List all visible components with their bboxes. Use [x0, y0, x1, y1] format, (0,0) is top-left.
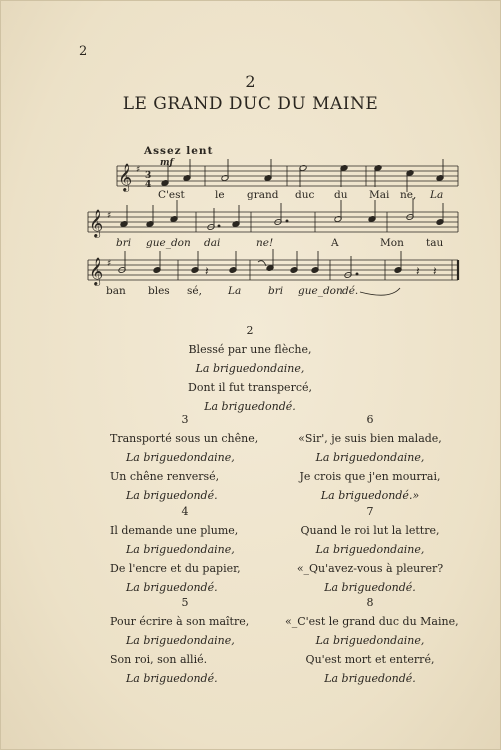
lyric-syllable: C'est [158, 189, 185, 201]
svg-text:𝄽: 𝄽 [416, 264, 420, 278]
stanza-line: De l'encre et du papier, [110, 562, 241, 575]
lyric-syllable: La [430, 189, 444, 201]
tempo-marking: Assez lent [144, 145, 214, 157]
stanza-number: 6 [366, 413, 374, 426]
lyric-syllable: sé, [187, 285, 202, 297]
treble-clef-icon: 𝄞 [118, 163, 133, 191]
lyric-syllable: ne, [400, 189, 417, 201]
lyric-syllable: bri [116, 237, 132, 249]
time-signature: 4 [145, 180, 152, 190]
stanza-number: 2 [246, 324, 254, 337]
treble-clef-icon: 𝄞 [89, 209, 104, 237]
treble-clef-icon: 𝄞 [89, 257, 104, 285]
lyric-syllable: ban [106, 285, 126, 297]
stanza-line: «_C'est le grand duc du Maine, [285, 615, 459, 628]
stanza-refrain: La briguedondé.» [320, 489, 420, 502]
lyric-syllable: dé. [342, 285, 359, 297]
stanza-line: «Sir', je suis bien malade, [298, 432, 442, 445]
stanza-number: 4 [181, 505, 189, 518]
stanza-number: 8 [366, 596, 374, 609]
lyric-syllable: tau [426, 237, 444, 249]
stanza-number: 7 [366, 505, 374, 518]
stanza-line: «_Qu'avez-vous à pleurer? [296, 562, 444, 575]
notes-row-2 [120, 198, 444, 230]
stanza-7 [285, 502, 455, 597]
stanza-refrain: La briguedondaine, [126, 451, 235, 464]
stanza-line: Blessé par une flèche, [188, 343, 312, 356]
music-score [0, 0, 501, 310]
sharp-icon: ♯ [107, 259, 112, 269]
page-number: 2 [79, 44, 88, 59]
svg-text:𝄽: 𝄽 [433, 264, 437, 278]
song-number: 2 [245, 72, 256, 91]
stanza-refrain: La briguedondé. [204, 400, 296, 413]
stanza-refrain: La briguedondé. [126, 581, 218, 594]
stanza-line: Qu'est mort et enterré, [305, 653, 435, 666]
lyric-syllable: La [228, 285, 242, 297]
stanza-refrain: La briguedondaine, [126, 543, 235, 556]
staff-system-2 [88, 212, 458, 232]
stanza-refrain: La briguedondaine, [315, 543, 425, 556]
stanza-6 [285, 410, 455, 505]
lyric-syllable: le [215, 189, 225, 201]
lyric-syllable: grand [247, 189, 279, 201]
stanza-line: Il demande une plume, [110, 524, 239, 537]
stanza-line: Transporté sous un chêne, [110, 432, 259, 445]
lyric-syllable: du [334, 189, 348, 201]
stanza-refrain: La briguedondé. [324, 581, 416, 594]
lyric-syllable: A [331, 237, 339, 249]
stanza-line: Pour écrire à son maître, [110, 615, 250, 628]
stanza-refrain: La briguedondaine, [195, 362, 305, 375]
sharp-icon: ♯ [107, 211, 112, 221]
notes-row-1 [161, 159, 444, 192]
stanza-refrain: La briguedondé. [126, 489, 218, 502]
stanza-refrain: La briguedondé. [324, 672, 416, 685]
svg-text:𝄽: 𝄽 [205, 264, 209, 278]
lyric-syllable: Mon [380, 237, 404, 249]
stanza-refrain: La briguedondaine, [315, 634, 425, 647]
stanza-line: Un chêne renversé, [110, 470, 220, 483]
lyric-syllable: dai [204, 237, 221, 249]
lyric-syllable: gue_don [146, 237, 191, 249]
lyric-syllable: gue_don [298, 285, 343, 297]
dynamic-marking: mf [160, 158, 174, 168]
stanza-8 [285, 593, 459, 688]
stanza-line: Son roi, son allié. [110, 653, 208, 666]
stanza-refrain: La briguedondaine, [126, 634, 235, 647]
stanza-3 [110, 410, 260, 505]
stanza-5 [110, 593, 260, 688]
stanza-line: Quand le roi lut la lettre, [300, 524, 440, 537]
stanza-line: Dont il fut transpercé, [188, 381, 312, 394]
lyric-syllable: ne! [256, 237, 274, 249]
stanza-2 [160, 321, 340, 416]
lyric-syllable: bri [268, 285, 284, 297]
stanza-refrain: La briguedondaine, [315, 451, 425, 464]
lyric-syllable: Mai [369, 189, 390, 201]
stanza-4 [110, 502, 260, 597]
sharp-icon: ♯ [136, 165, 141, 175]
song-title: LE GRAND DUC DU MAINE [122, 94, 379, 114]
stanza-refrain: La briguedondé. [126, 672, 218, 685]
time-signature: 3 [145, 171, 152, 181]
lyric-syllable: bles [148, 285, 170, 297]
lyric-syllable: duc [295, 189, 315, 201]
stanza-number: 5 [181, 596, 189, 609]
stanza-line: Je crois que j'en mourrai, [299, 470, 441, 483]
stanza-number: 3 [181, 413, 189, 426]
